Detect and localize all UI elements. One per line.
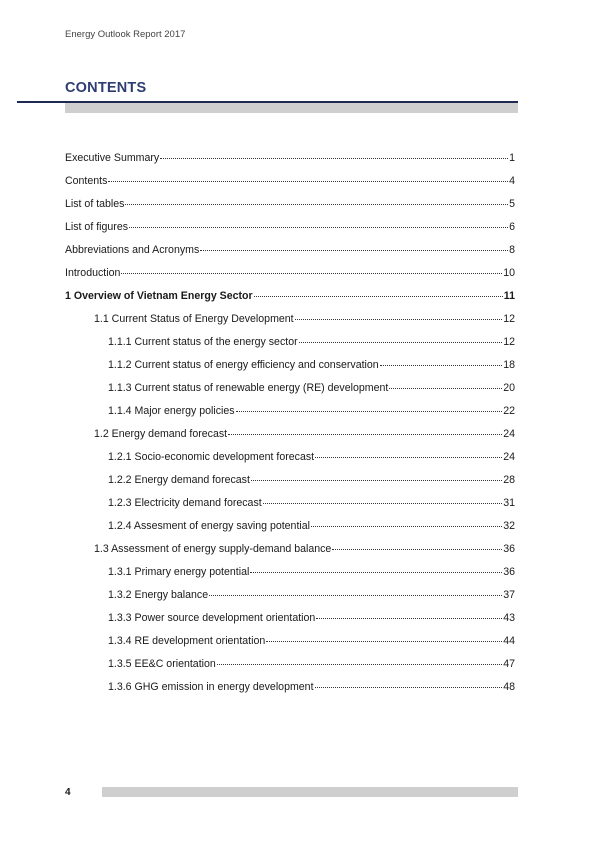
toc-entry-title: List of figures (65, 221, 129, 233)
toc-entry-title: 1.3.6 GHG emission in energy development (108, 681, 314, 693)
dot-leader (263, 503, 503, 504)
dot-leader (200, 250, 508, 251)
toc-entry[interactable] (65, 589, 515, 612)
toc-entry-page: 8 (509, 244, 515, 256)
toc-entry-title: 1.2.2 Energy demand forecast (108, 474, 250, 486)
toc-entry[interactable] (65, 175, 515, 198)
toc-entry-title: 1.2.4 Assesment of energy saving potential (108, 520, 310, 532)
dot-leader (315, 457, 502, 458)
toc-entry[interactable] (65, 359, 515, 382)
toc-entry-page: 31 (503, 497, 515, 509)
toc-entry[interactable] (65, 428, 515, 451)
toc-entry[interactable] (65, 152, 515, 175)
dot-leader (209, 595, 502, 596)
toc-entry-page: 28 (503, 474, 515, 486)
dot-leader (160, 158, 508, 159)
toc-entry-page: 12 (503, 336, 515, 348)
toc-entry-title: Executive Summary (65, 152, 160, 164)
toc-entry[interactable] (65, 543, 515, 566)
dot-leader (121, 273, 502, 274)
dot-leader (266, 641, 502, 642)
dot-leader (236, 411, 503, 412)
toc-entry[interactable] (65, 405, 515, 428)
toc-entry-page: 10 (503, 267, 515, 279)
toc-entry[interactable] (65, 382, 515, 405)
dot-leader (332, 549, 502, 550)
toc-entry[interactable] (65, 198, 515, 221)
toc-entry[interactable] (65, 474, 515, 497)
toc-entry-page: 22 (503, 405, 515, 417)
toc-entry-title: 1.1.1 Current status of the energy sector (108, 336, 298, 348)
toc-entry[interactable] (65, 451, 515, 474)
dot-leader (217, 664, 502, 665)
toc-entry-page: 4 (509, 175, 515, 187)
toc-entry-page: 43 (503, 612, 515, 624)
toc-entry-page: 24 (503, 428, 515, 440)
toc-entry[interactable] (65, 520, 515, 543)
toc-entry[interactable] (65, 221, 515, 244)
page-title: CONTENTS (65, 80, 147, 96)
toc-entry-title: List of tables (65, 198, 125, 210)
toc-entry-title: 1.3 Assessment of energy supply-demand balance (94, 543, 332, 555)
toc-entry-page: 11 (503, 290, 515, 302)
toc-entry[interactable] (65, 313, 515, 336)
toc-entry-page: 6 (509, 221, 515, 233)
toc-entry-page: 48 (503, 681, 515, 693)
toc-entry[interactable] (65, 658, 515, 681)
toc-entry-title: 1.1.2 Current status of energy efficiency and conservation (108, 359, 379, 371)
heading-band (65, 103, 518, 113)
toc-entry[interactable] (65, 336, 515, 359)
toc-entry-title: 1.1 Current Status of Energy Development (94, 313, 294, 325)
dot-leader (228, 434, 502, 435)
toc-entry-title: 1.3.1 Primary energy potential (108, 566, 250, 578)
toc-entry-page: 44 (503, 635, 515, 647)
dot-leader (315, 687, 503, 688)
toc-entry-page: 36 (503, 566, 515, 578)
dot-leader (254, 296, 503, 297)
toc-entry[interactable] (65, 244, 515, 267)
dot-leader (129, 227, 508, 228)
toc-entry-page: 32 (503, 520, 515, 532)
running-header: Energy Outlook Report 2017 (65, 29, 186, 40)
toc-entry[interactable] (65, 612, 515, 635)
dot-leader (311, 526, 502, 527)
toc-entry-title: 1.1.3 Current status of renewable energy (RE) development (108, 382, 389, 394)
toc-entry-title: 1.3.4 RE development orientation (108, 635, 266, 647)
toc-entry-title: Introduction (65, 267, 121, 279)
toc-entry-page: 5 (509, 198, 515, 210)
toc-entry-page: 12 (503, 313, 515, 325)
dot-leader (299, 342, 503, 343)
dot-leader (316, 618, 502, 619)
dot-leader (380, 365, 503, 366)
dot-leader (108, 181, 508, 182)
dot-leader (125, 204, 508, 205)
toc-entry-page: 18 (503, 359, 515, 371)
toc-entry[interactable] (65, 566, 515, 589)
dot-leader (295, 319, 503, 320)
dot-leader (251, 480, 502, 481)
toc-entry-title: 1.3.2 Energy balance (108, 589, 209, 601)
toc-entry-title: Abbreviations and Acronyms (65, 244, 200, 256)
toc-entry[interactable] (65, 267, 515, 290)
table-of-contents (65, 152, 515, 704)
toc-entry-title: 1.3.5 EE&C orientation (108, 658, 216, 670)
dot-leader (250, 572, 502, 573)
page-number: 4 (65, 787, 71, 798)
toc-entry-title: 1.1.4 Major energy policies (108, 405, 235, 417)
dot-leader (389, 388, 502, 389)
toc-entry-page: 47 (503, 658, 515, 670)
toc-entry-page: 1 (509, 152, 515, 164)
toc-entry-page: 20 (503, 382, 515, 394)
toc-entry-title: 1.2.1 Socio-economic development forecast (108, 451, 315, 463)
footer-bar (102, 787, 518, 797)
toc-entry-page: 24 (503, 451, 515, 463)
toc-entry-title: 1.2 Energy demand forecast (94, 428, 228, 440)
toc-entry[interactable] (65, 290, 515, 313)
toc-entry[interactable] (65, 635, 515, 658)
toc-entry-page: 37 (503, 589, 515, 601)
toc-entry-title: 1.2.3 Electricity demand forecast (108, 497, 262, 509)
toc-entry[interactable] (65, 497, 515, 520)
toc-entry[interactable] (65, 681, 515, 704)
toc-entry-title: 1.3.3 Power source development orientation (108, 612, 316, 624)
toc-entry-title: 1 Overview of Vietnam Energy Sector (65, 290, 253, 302)
toc-entry-title: Contents (65, 175, 108, 187)
toc-entry-page: 36 (503, 543, 515, 555)
